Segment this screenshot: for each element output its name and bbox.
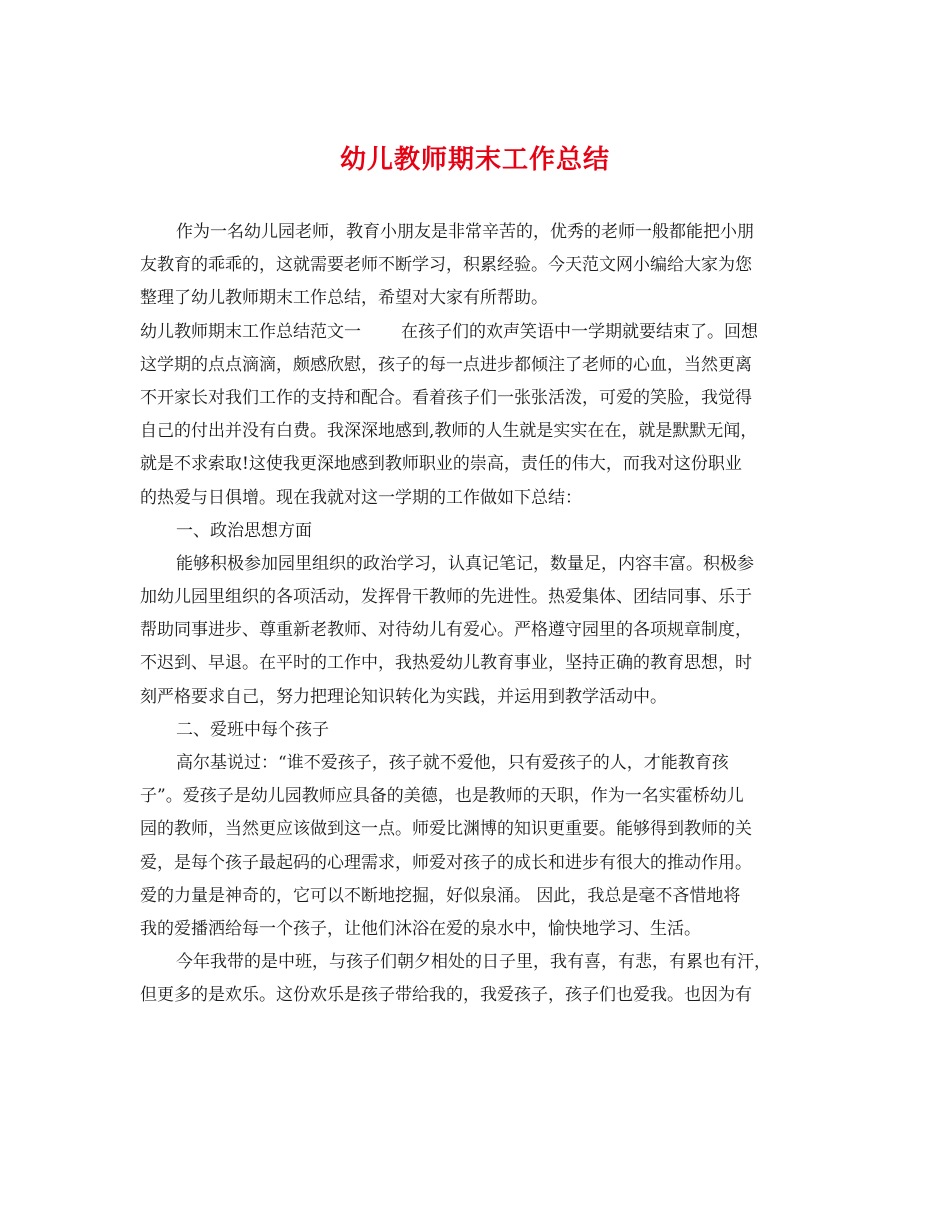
- paragraph-text: 在孩子们的欢声笑语中一学期就要结束了。回想: [401, 321, 758, 342]
- section-heading-love-children: 二、爱班中每个孩子: [176, 719, 329, 740]
- paragraph-line: 爱的力量是神奇的，它可以不断地挖掘，好似泉涌。 因此，我总是毫不吝惜地将: [140, 885, 741, 906]
- paragraph-line: 爱，是每个孩子最起码的心理需求，师爱对孩子的成长和进步有很大的推动作用。: [140, 852, 752, 873]
- paragraph-line: 就是不求索取!这使我更深地感到教师职业的崇高，责任的伟大，而我对这份职业: [140, 454, 742, 475]
- paragraph-line: 整理了幼儿教师期末工作总结，希望对大家有所帮助。: [140, 288, 548, 309]
- document-title: 幼儿教师期末工作总结: [339, 145, 610, 175]
- paragraph-line: 不开家长对我们工作的支持和配合。看着孩子们一张张活泼，可爱的笑脸，我觉得: [140, 387, 752, 408]
- paragraph-line: 刻严格要求自己，努力把理论知识转化为实践，并运用到教学活动中。: [140, 686, 667, 707]
- paragraph-line: 友教育的乖乖的，这就需要老师不断学习，积累经验。今天范文网小编给大家为您: [140, 255, 752, 276]
- paragraph-line-with-heading: [140, 316, 830, 349]
- paragraph-line: 加幼儿园里组织的各项活动，发挥骨干教师的先进性。热爱集体、团结同事、乐于: [140, 587, 752, 608]
- section-heading-politics: 一、政治思想方面: [176, 520, 312, 541]
- paragraph-line: 作为一名幼儿园老师，教育小朋友是非常辛苦的，优秀的老师一般都能把小朋: [176, 222, 754, 242]
- paragraph-line: 这学期的点点滴滴，颇感欣慰，孩子的每一点进步都倾注了老师的心血，当然更离: [140, 354, 752, 375]
- paragraph-line: 子”。爱孩子是幼儿园教师应具备的美德，也是教师的天职，作为一名实霍桥幼儿: [140, 786, 744, 807]
- document-body: [140, 216, 830, 1013]
- paragraph-line: 但更多的是欢乐。这份欢乐是孩子带给我的，我爱孩子，孩子们也爱我。也因为有: [140, 985, 752, 1006]
- paragraph-line: 高尔基说过：“谁不爱孩子，孩子就不爱他，只有爱孩子的人，才能教育孩: [176, 753, 729, 773]
- paragraph-line: 帮助同事进步、尊重新老教师、对待幼儿有爱心。严格遵守园里的各项规章制度，: [140, 620, 752, 641]
- paragraph-line: 能够积极参加园里组织的政治学习，认真记笔记，数量足，内容丰富。积极参: [176, 553, 754, 574]
- paragraph-line: 今年我带的是中班，与孩子们朝夕相处的日子里，我有喜，有悲，有累也有汗，: [176, 952, 771, 973]
- paragraph-line: 的热爱与日俱增。现在我就对这一学期的工作做如下总结：: [140, 487, 582, 508]
- section-heading-sample-one: 幼儿教师期末工作总结范文一: [140, 321, 361, 342]
- paragraph-line: 自己的付出并没有白费。我深深地感到,教师的人生就是实实在在，就是默默无闻，: [140, 421, 758, 442]
- paragraph-line: 我的爱播洒给每一个孩子，让他们沐浴在爱的泉水中，愉快地学习、生活。: [140, 918, 701, 939]
- paragraph-line: 不迟到、早退。在平时的工作中，我热爱幼儿教育事业，坚持正确的教育思想，时: [140, 653, 752, 674]
- paragraph-line: 园的教师，当然更应该做到这一点。师爱比渊博的知识更重要。能够得到教师的关: [140, 819, 752, 840]
